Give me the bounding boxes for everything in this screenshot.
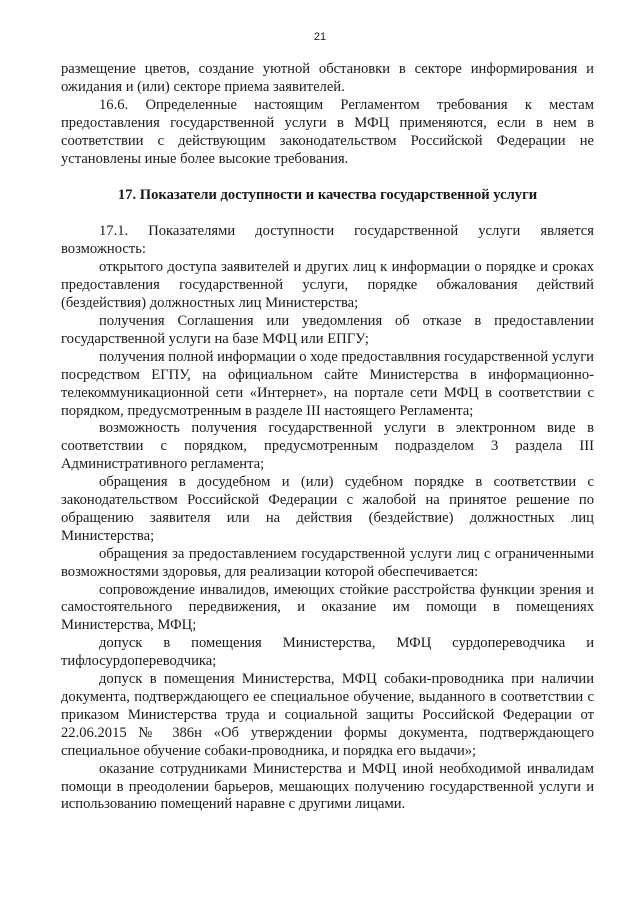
paragraph-disabled-access: обращения за предоставлением государственной услуги лиц с ограниченными возможностями здоровья, для реализации которой обеспечивается: xyxy=(61,545,594,580)
paragraph-full-info: получения полной информации о ходе предоставлвния государственной услуги посредством ЕГПУ, на официальном сайте Министерства в информационно-телекоммуникационной сети «Интернет», на портале сети МФЦ в соответствии с порядком, предусмотренным в разделе III настоящего Регламента; xyxy=(61,348,594,419)
document-body xyxy=(61,61,594,814)
paragraph-sign-interpreter: допуск в помещения Министерства, МФЦ сурдопереводчика и тифлосурдопереводчика; xyxy=(61,635,594,670)
paragraph-escort: сопровождение инвалидов, имеющих стойкие расстройства функции зрения и самостоятельного передвижения, и оказание им помощи в помещениях Министерства, МФЦ; xyxy=(61,581,594,634)
paragraph-agreement: получения Соглашения или уведомления об отказе в предоставлении государственной услуги на базе МФЦ или ЕПГУ; xyxy=(61,312,594,347)
section-heading: 17. Показатели доступности и качества государственной услуги xyxy=(117,187,538,204)
paragraph-16-6: 16.6. Определенные настоящим Регламентом требования к местам предоставления государственной услуги в МФЦ применяются, если в нем в соответствии с действующим законодательством Российской Федерации не установлены иные более высокие требования. xyxy=(61,96,594,167)
paragraph-other-help: оказание сотрудниками Министерства и МФЦ иной необходимой инвалидам помощи в преодолении барьеров, мешающих получению государственной услуги и использованию помещений наравне с другими лицами. xyxy=(61,760,594,813)
paragraph-intro-1: размещение цветов, создание уютной обстановки в секторе информирования и ожидания и (или) секторе приема заявителей. xyxy=(61,61,594,95)
paragraph-17-1: 17.1. Показателями доступности государственной услуги является возможность: xyxy=(61,223,594,258)
paragraph-open-access: открытого доступа заявителей и других лиц к информации о порядке и сроках предоставления государственной услуги, порядке обжалования действий (бездействия) должностных лиц Министерства; xyxy=(61,259,594,312)
paragraph-appeal: обращения в досудебном и (или) судебном порядке в соответствии с законодательством Российской Федерации с жалобой на принятое решение по обращению заявителя или на действия (бездействие) должностных лиц Министерства; xyxy=(61,474,594,544)
paragraph-guide-dog: допуск в помещения Министерства, МФЦ собаки-проводника при наличии документа, подтверждающего ее специальное обучение, выданного в соответствии с приказом Министерства труда и социальной защиты Российской Федерации от 22.06.2015 № 386н «Об утверждении формы документа, подтверждающего специальное обучение собаки-проводника, и порядка его выдачи»; xyxy=(61,671,594,759)
page-number: 21 xyxy=(313,31,327,43)
paragraph-electronic: возможность получения государственной услуги в электронном виде в соответствии с порядком, предусмотренным подразделом 3 раздела III Административного регламента; xyxy=(61,420,594,473)
